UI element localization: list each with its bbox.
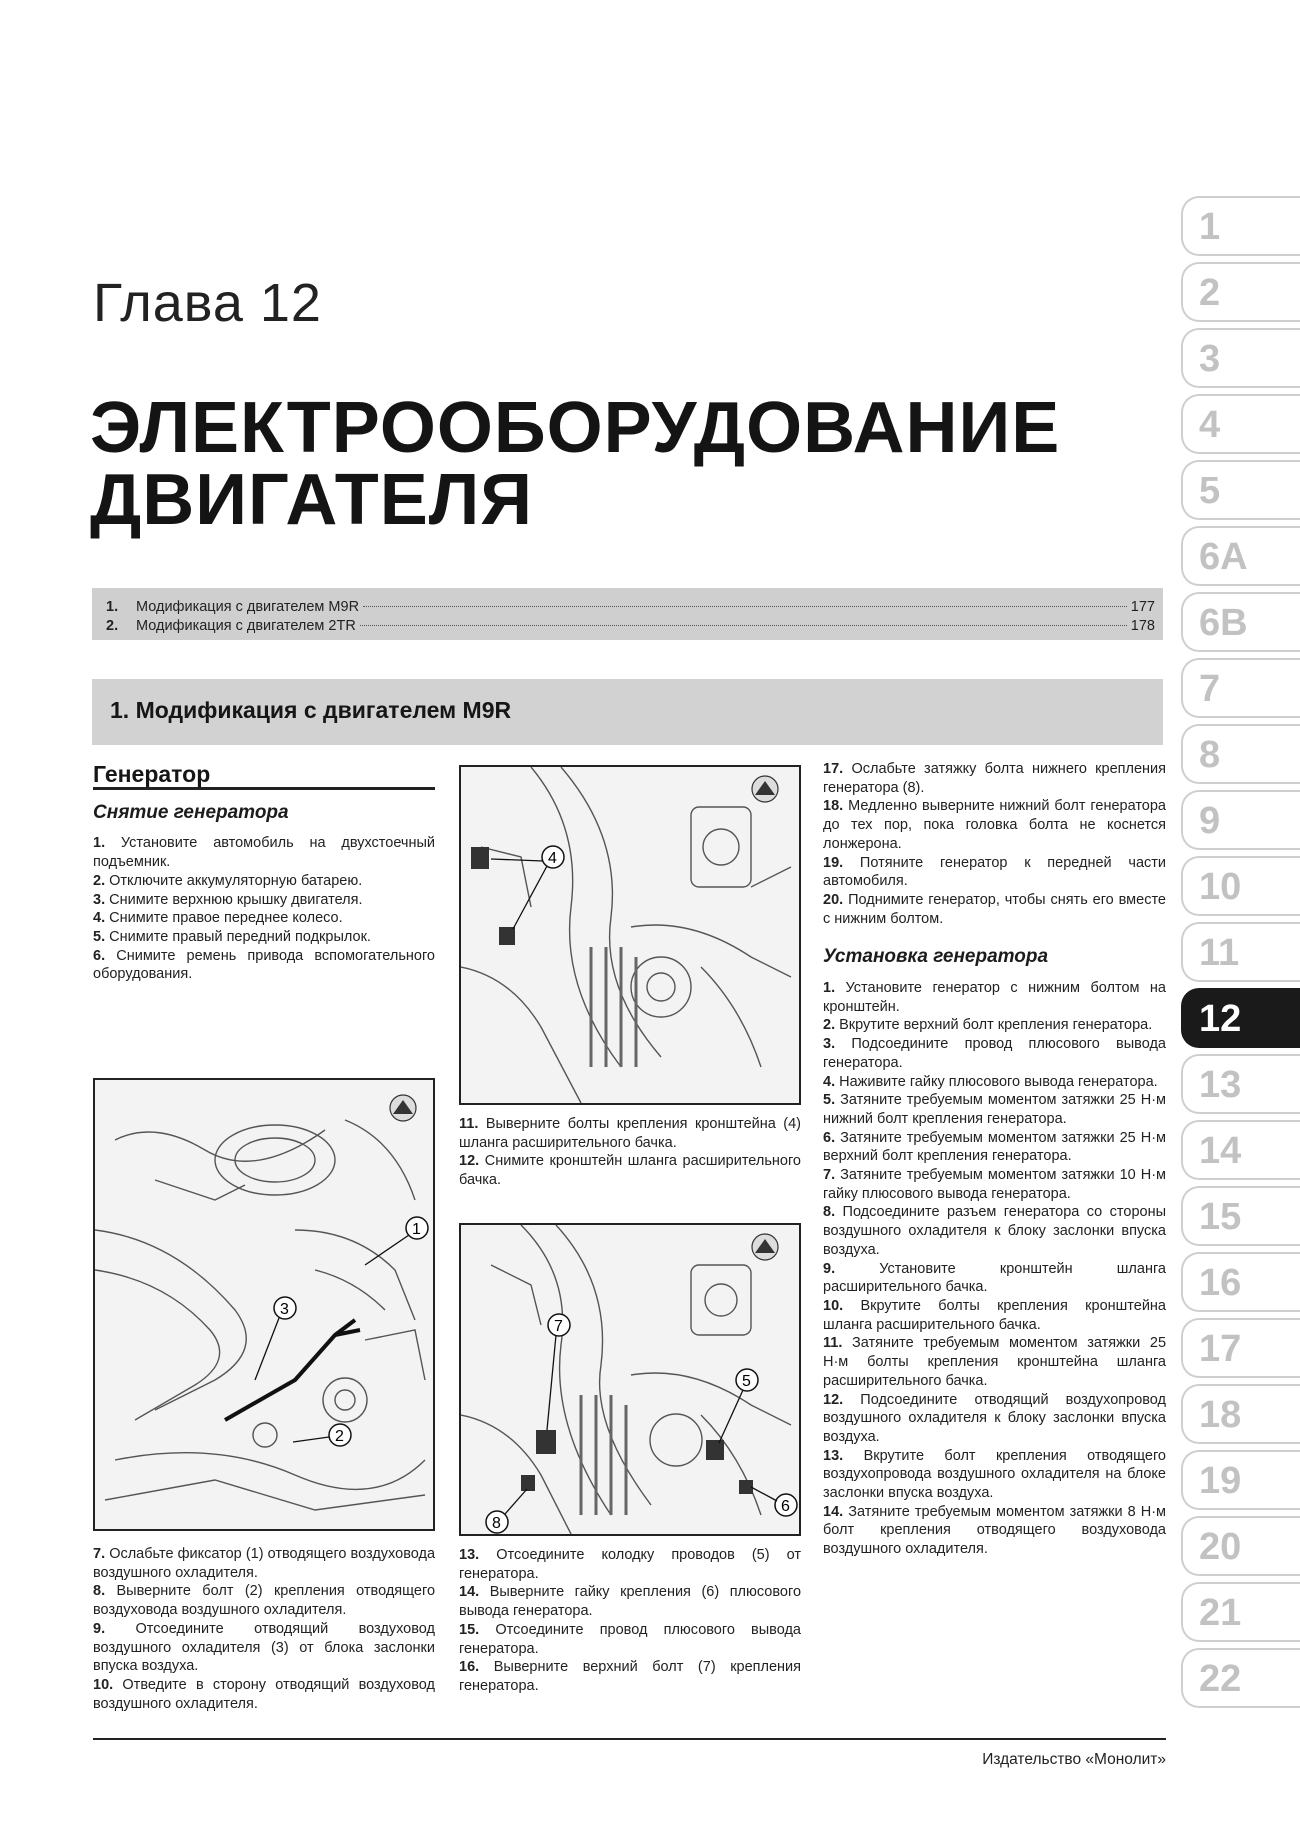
step-item [823,1073,1166,1092]
chapter-tab[interactable]: 2 [1181,262,1300,322]
step-text: Медленно выверните нижний болт генератора до тех пор, пока головка болта не коснется лонжерона. [823,798,1166,852]
step-number: 2. [823,1017,836,1034]
engine-illustration-3 [461,1225,799,1534]
step-number: 1. [823,980,836,997]
chapter-tab[interactable]: 9 [1181,790,1300,850]
section-header [92,679,1163,745]
step-text: Установите генератор с нижним болтом на кронштейн. [823,980,1166,1015]
toc-entry-page: 177 [1130,599,1155,615]
figure-air-duct [93,1078,435,1531]
chapter-tab[interactable]: 3 [1181,328,1300,388]
step-item [823,1203,1166,1259]
step-text: Вкрутите болт крепления отводящего воздухопровода воздушного охладителя на блоке заслонки впуска воздуха. [823,1447,1166,1502]
step-number: 9. [93,1620,106,1637]
step-text: Выверните верхний болт (7) крепления генератора. [459,1659,802,1694]
step-number: 8. [823,1204,836,1221]
step-number: 7. [823,1167,836,1184]
step-number: 4. [823,1073,836,1090]
step-item [93,1582,435,1619]
chapter-tab[interactable]: 19 [1181,1450,1300,1510]
publisher-name: Издательство «Монолит» [982,1751,1166,1768]
step-item [93,947,435,984]
step-text: Снимите кронштейн шланга расширительного бачка. [459,1153,801,1189]
step-text: Отсоедините провод плюсового вывода генератора. [459,1621,801,1657]
step-text: Отсоедините отводящий воздуховод воздушного охладителя (3) от блока заслонки впуска воздуха. [93,1620,435,1675]
callout-8: 8 [492,1515,501,1532]
step-text: Установите кронштейн шланга расширительного бачка. [823,1260,1166,1296]
step-text: Отключите аккумуляторную батарею. [109,872,363,889]
step-item [823,891,1166,928]
step-text: Снимите ремень привода вспомогательного оборудования. [93,947,436,983]
toc-entry[interactable] [92,598,1163,617]
chapter-tab[interactable]: 18 [1181,1384,1300,1444]
step-item [93,909,435,928]
step-item [823,1447,1166,1503]
step-text: Затяните требуемым моментом затяжки 25 Н·м болты крепления кронштейна шланга расширительного бачка. [823,1335,1167,1389]
step-number: 17. [823,761,844,777]
step-item [93,872,435,891]
step-item [823,1297,1166,1334]
subheading-installation: Установка генератора [823,946,1049,968]
engine-illustration-2 [461,767,799,1103]
step-number: 7. [93,1546,106,1562]
chapter-title [90,388,1140,540]
step-number: 3. [93,891,106,908]
chapter-tab-active[interactable]: 12 [1181,988,1300,1048]
step-item [459,1115,801,1152]
step-item [823,1503,1166,1559]
chapter-tab[interactable]: 6A [1181,526,1300,586]
step-number: 5. [93,928,106,945]
step-number: 14. [823,1503,844,1520]
toc-entry[interactable] [92,617,1163,636]
toc-entry-text: Модификация с двигателем 2TR [136,618,356,634]
step-text: Поднимите генератор, чтобы снять его вместе с нижним болтом. [823,891,1166,927]
column-1-bottom [93,1545,435,1713]
step-item [459,1546,801,1583]
chapter-tab[interactable]: 17 [1181,1318,1300,1378]
chapter-tab[interactable]: 8 [1181,724,1300,784]
chapter-tab[interactable]: 4 [1181,394,1300,454]
step-text: Подсоедините отводящий воздухопровод воздушного охладителя к блоку заслонки впуска воздуха. [823,1391,1167,1445]
step-text: Затяните требуемым моментом затяжки 8 Н·м болт крепления отводящего воздуховода воздушного охладителя. [823,1503,1167,1558]
step-number: 2. [93,872,106,889]
chapter-tab[interactable]: 11 [1181,922,1300,982]
step-item [823,1091,1166,1128]
chapter-tab[interactable]: 6B [1181,592,1300,652]
chapter-tab[interactable]: 16 [1181,1252,1300,1312]
toc-leader-dots [363,606,1127,607]
step-number: 19. [823,854,844,871]
chapter-title-line2: ДВИГАТЕЛЯ [90,460,534,540]
step-item [823,760,1166,797]
step-item [823,1166,1166,1203]
step-number: 15. [459,1621,480,1638]
callout-7: 7 [554,1318,563,1335]
step-number: 11. [459,1116,479,1132]
step-item [459,1583,801,1620]
step-item [823,854,1166,891]
step-text: Затяните требуемым моментом затяжки 10 Н·м гайку плюсового вывода генератора. [823,1167,1167,1202]
step-number: 10. [823,1297,844,1314]
table-of-contents [92,588,1163,640]
chapter-tab[interactable]: 15 [1181,1186,1300,1246]
chapter-label: Глава 12 [93,273,322,333]
toc-entry-number: 2. [106,618,119,634]
step-number: 8. [93,1583,106,1600]
step-text: Потяните генератор к передней части автомобиля. [823,854,1167,890]
step-number: 12. [459,1153,480,1170]
callout-4: 4 [548,850,557,867]
step-text: Вкрутите верхний болт крепления генератора. [839,1017,1153,1034]
chapter-tab[interactable]: 10 [1181,856,1300,916]
chapter-tab[interactable]: 1 [1181,196,1300,256]
subheading-removal: Снятие генератора [93,801,289,823]
step-item [823,1035,1166,1072]
step-text: Подсоедините разъем генератора со стороны воздушного охладителя к блоку заслонки впуска воздуха. [823,1204,1167,1258]
chapter-tab[interactable]: 7 [1181,658,1300,718]
step-text: Снимите верхнюю крышку двигателя. [109,891,363,908]
callout-1: 1 [412,1221,421,1238]
chapter-tab[interactable]: 21 [1181,1582,1300,1642]
section-heading-generator: Генератор [93,765,435,790]
step-text: Отведите в сторону отводящий воздуховод воздушного охладителя. [93,1676,435,1712]
step-text: Выверните болты крепления кронштейна (4) шланга расширительного бачка. [459,1116,801,1151]
step-number: 13. [823,1447,844,1464]
step-number: 10. [93,1676,114,1693]
callout-3: 3 [280,1301,289,1318]
column-1-top [93,761,436,984]
step-number: 9. [823,1260,836,1277]
step-item [459,1621,801,1658]
column-3 [823,760,1166,1559]
step-item [823,979,1166,1016]
footer-divider [93,1738,1166,1740]
figure-generator [459,1223,801,1536]
logo-icon [752,776,778,802]
step-text: Ослабьте затяжку болта нижнего крепления генератора (8). [823,761,1166,796]
chapter-tab[interactable]: 22 [1181,1648,1300,1708]
chapter-tab[interactable]: 20 [1181,1516,1300,1576]
step-number: 13. [459,1547,480,1563]
step-number: 16. [459,1659,480,1676]
toc-entry-number: 1. [106,599,119,615]
column-2-bottom [459,1546,801,1696]
step-number: 11. [823,1335,843,1352]
chapter-title-line1: ЭЛЕКТРООБОРУДОВАНИЕ [90,388,1061,468]
callout-2: 2 [335,1428,344,1445]
figure-bracket [459,765,801,1105]
step-item [459,1658,801,1695]
step-item [823,1391,1166,1447]
step-item [93,928,435,947]
step-text: Затяните требуемым моментом затяжки 25 Н·м нижний болт крепления генератора. [823,1092,1167,1127]
logo-icon [752,1234,778,1260]
step-item [93,1545,435,1582]
step-number: 1. [93,835,106,852]
step-text: Наживите гайку плюсового вывода генератора. [839,1073,1158,1090]
step-item [93,1676,435,1713]
step-number: 4. [93,910,106,927]
step-item [93,834,435,871]
step-item [93,1620,435,1676]
section-title: 1. Модификация с двигателем M9R [110,697,512,723]
step-number: 6. [823,1129,836,1146]
step-item [823,797,1166,853]
callout-6: 6 [781,1498,790,1515]
chapter-tab[interactable]: 5 [1181,460,1300,520]
step-text: Установите автомобиль на двухстоечный подъемник. [93,835,435,871]
step-number: 3. [823,1036,836,1053]
engine-illustration-1 [95,1080,433,1529]
step-number: 12. [823,1391,844,1408]
toc-entry-text: Модификация с двигателем M9R [136,599,360,615]
callout-5: 5 [742,1373,751,1390]
step-item [823,1129,1166,1166]
step-item [823,1016,1166,1035]
column-2-mid [459,1115,801,1190]
step-item [823,1260,1166,1297]
step-text: Снимите правое переднее колесо. [109,910,343,927]
step-item [93,891,435,910]
step-number: 14. [459,1584,480,1601]
step-number: 18. [823,798,844,815]
step-text: Выверните гайку крепления (6) плюсового вывода генератора. [459,1584,802,1620]
step-item [459,1152,801,1189]
step-number: 5. [823,1092,836,1109]
step-item [823,1334,1166,1390]
chapter-tab[interactable]: 14 [1181,1120,1300,1180]
step-text: Снимите правый передний подкрылок. [109,928,371,945]
step-text: Ослабьте фиксатор (1) отводящего воздуховода воздушного охладителя. [93,1546,436,1581]
step-text: Подсоедините провод плюсового вывода генератора. [823,1036,1166,1071]
toc-entry-page: 178 [1130,618,1155,634]
logo-icon [390,1095,416,1121]
step-text: Выверните болт (2) крепления отводящего воздуховода воздушного охладителя. [93,1583,436,1619]
step-text: Затяните требуемым моментом затяжки 25 Н·м верхний болт крепления генератора. [823,1129,1167,1165]
step-text: Вкрутите болты крепления кронштейна шланга расширительного бачка. [823,1297,1166,1333]
toc-leader-dots [360,625,1127,626]
step-number: 6. [93,947,106,964]
step-text: Отсоедините колодку проводов (5) от генератора. [459,1547,802,1582]
chapter-tab[interactable]: 13 [1181,1054,1300,1114]
step-number: 20. [823,891,844,908]
